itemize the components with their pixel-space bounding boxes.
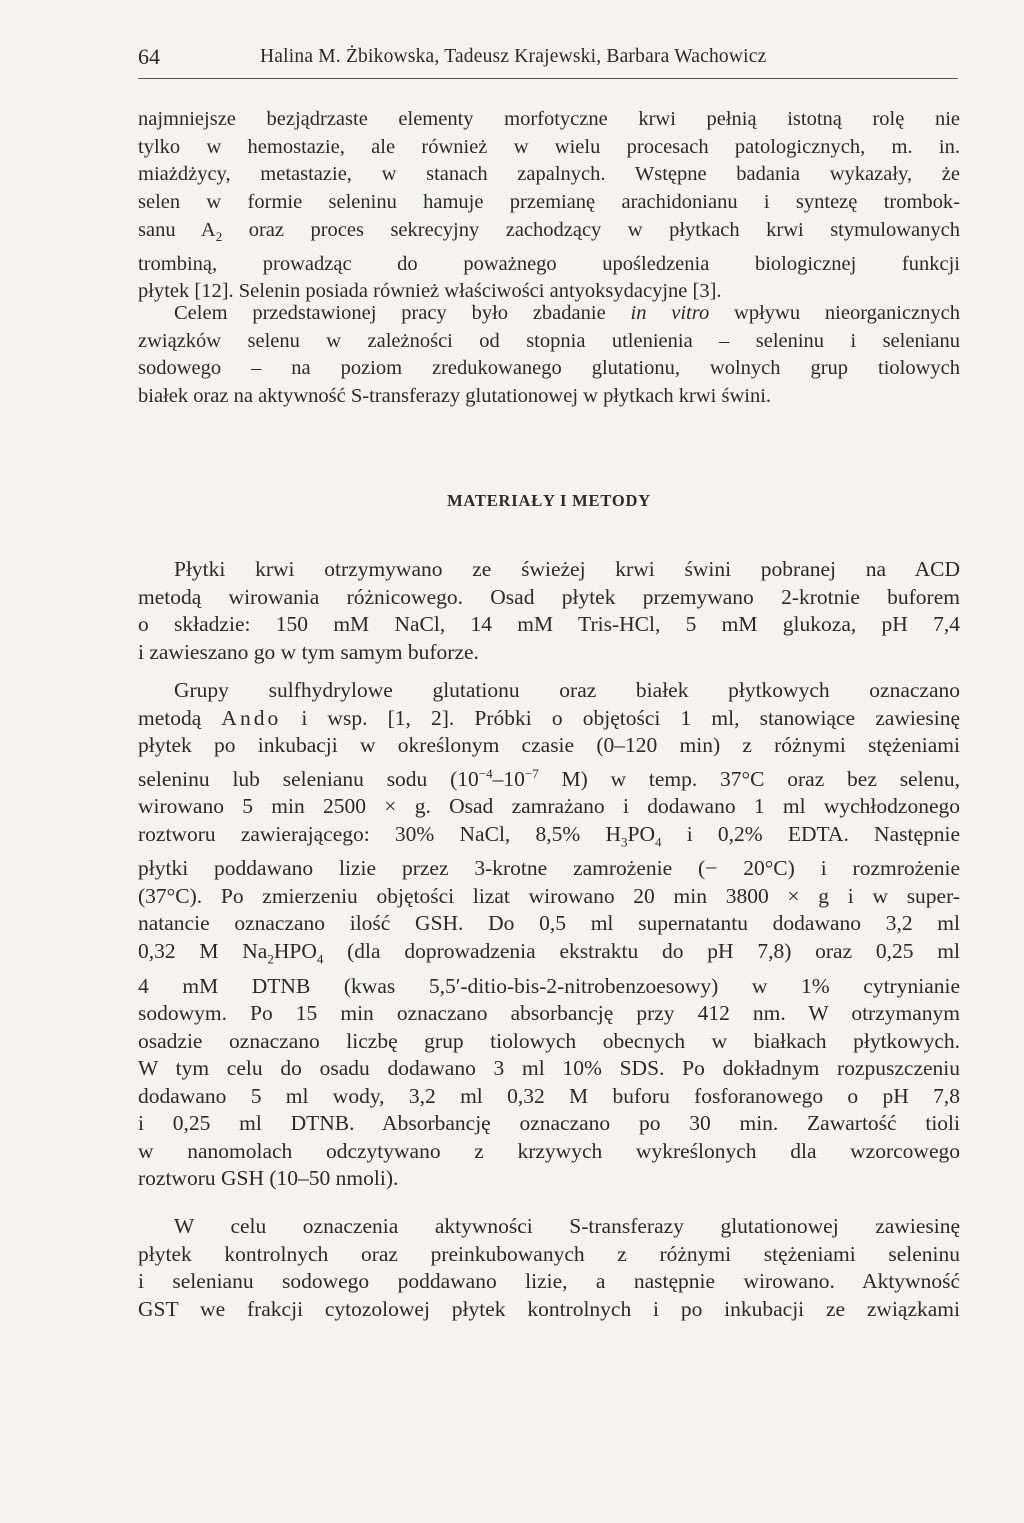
text-line: Płytki krwi otrzymywano ze świeżej krwi świni pobranej na ACD [174, 557, 960, 581]
text-line: płytki poddawano lizie przez 3-krotne zamrożenie (− 20°C) i rozmrożenie [138, 856, 960, 881]
text-line: miażdżycy, metastazie, w stanach zapalnych. Wstępne badania wykazały, że [138, 163, 960, 186]
text-line: sodowym. Po 15 min oznaczano absorbancję przy 412 nm. W otrzymanym [138, 1001, 960, 1026]
text-line: dodawano 5 ml wody, 3,2 ml 0,32 M buforu fosforanowego o pH 7,8 [138, 1083, 960, 1108]
text-line: W celu oznaczenia aktywności S-transferazy glutationowej zawiesinę [174, 1214, 960, 1238]
text-line: seleninu lub selenianu sodu ($10^{-4}-10^{-7}$ M) w temp. 37°C oraz bez selenu, [138, 765, 960, 791]
text-line: (37°C). Po zmierzeniu objętości lizat wirowano 20 min 3800 × g i w super- [138, 883, 960, 908]
text-line: tylko w hemostazie, ale również w wielu procesach patologicznych, m. in. [138, 135, 960, 158]
methods-paragraph-2 [138, 677, 960, 1193]
text-line: metodą Ando i wsp. [1, 2]. Próbki o objętości 1 ml, stanowiące zawiesinę [138, 705, 960, 730]
text-line: selen w formie seleninu hamuje przemianę arachidonianu i syntezę trombok- [138, 191, 960, 214]
text-line: metodą wirowania różnicowego. Osad płytek przemywano 2-krotnie buforem [138, 584, 960, 609]
page-header [138, 44, 958, 79]
text-line: Celem przedstawionej pracy było zbadanie in vitro wpływu nieorganicznych [174, 302, 960, 324]
intro-paragraph-1 [138, 106, 960, 306]
text-line: i zawieszano go w tym samym buforze. [138, 639, 479, 664]
page-number: 64 [138, 44, 160, 69]
section-title: MATERIAŁY I METODY [447, 491, 651, 510]
text-line: najmniejsze bezjądrzaste elementy morfotyczne krwi pełnią istotną rolę nie [138, 108, 960, 130]
author-name: Ando [221, 705, 282, 730]
text-line: 4 mM DTNB (kwas 5,5′-ditio-bis-2-nitrobenzoesowy) w 1% cytrynianie [138, 973, 960, 998]
text-line: sanu $A_2$ oraz proces sekrecyjny zachodzący w płytkach krwi stymulowanych [138, 218, 961, 244]
text-line: 0,32 M $Na_2HPO_4$ (dla doprowadzenia ekstraktu do pH 7,8) oraz 0,25 ml [138, 938, 960, 967]
text-line: roztworu zawierającego: 30% NaCl, 8,5% $H_3PO_4$ i 0,2% EDTA. Następnie [138, 821, 961, 849]
text-line: W tym celu do osadu dodawano 3 ml 10% SDS. Po dokładnym rozpuszczeniu [138, 1056, 960, 1081]
text-line: płytek kontrolnych oraz preinkubowanych z różnymi stężeniami seleninu [138, 1241, 960, 1266]
text-line: Grupy sulfhydrylowe glutationu oraz białek płytkowych oznaczano [174, 678, 960, 702]
methods-paragraph-3 [138, 1213, 960, 1323]
text-line: i 0,25 ml DTNB. Absorbancję oznaczano po 30 min. Zawartość tioli [138, 1111, 960, 1136]
text-line: roztworu GSH (10–50 nmoli). [138, 1166, 399, 1191]
text-line: płytek [12]. Selenin posiada również właściwości antyoksydacyjne [3]. [138, 280, 722, 303]
text-line: osadzie oznaczano liczbę grup tiolowych obecnych w białkach płytkowych. [138, 1028, 960, 1053]
text-line: białek oraz na aktywność S-transferazy glutationowej w płytkach krwi świni. [138, 385, 772, 408]
text-line: trombiną, prowadząc do poważnego upośledzenia biologicznej funkcji [138, 252, 960, 275]
running-head: Halina M. Żbikowska, Tadeusz Krajewski, Barbara Wachowicz [260, 46, 767, 67]
italic-term: in vitro [630, 302, 710, 324]
text-line: sodowego – na poziom zredukowanego glutationu, wolnych grup tiolowych [138, 357, 960, 380]
text-line: GST we frakcji cytozolowej płytek kontrolnych i po inkubacji ze związkami [138, 1296, 960, 1321]
text-line: płytek po inkubacji w określonym czasie (0–120 min) z różnymi stężeniami [138, 733, 960, 757]
methods-paragraph-1 [138, 556, 960, 666]
text-line: i selenianu sodowego poddawano lizie, a następnie wirowano. Aktywność [138, 1269, 960, 1293]
text-line: w nanomolach odczytywano z krzywych wykreślonych dla wzorcowego [138, 1138, 960, 1163]
text-line: związków selenu w zależności od stopnia utlenienia – seleninu i selenianu [138, 329, 960, 352]
intro-paragraph-2 [138, 300, 960, 411]
text-line: natancie oznaczano ilość GSH. Do 0,5 ml supernatantu dodawano 3,2 ml [138, 911, 960, 936]
text-line: o składzie: 150 mM NaCl, 14 mM Tris-HCl, 5 mM glukoza, pH 7,4 [138, 612, 960, 636]
text-line: wirowano 5 min 2500 × g. Osad zamrażano i dodawano 1 ml wychłodzonego [138, 794, 960, 819]
